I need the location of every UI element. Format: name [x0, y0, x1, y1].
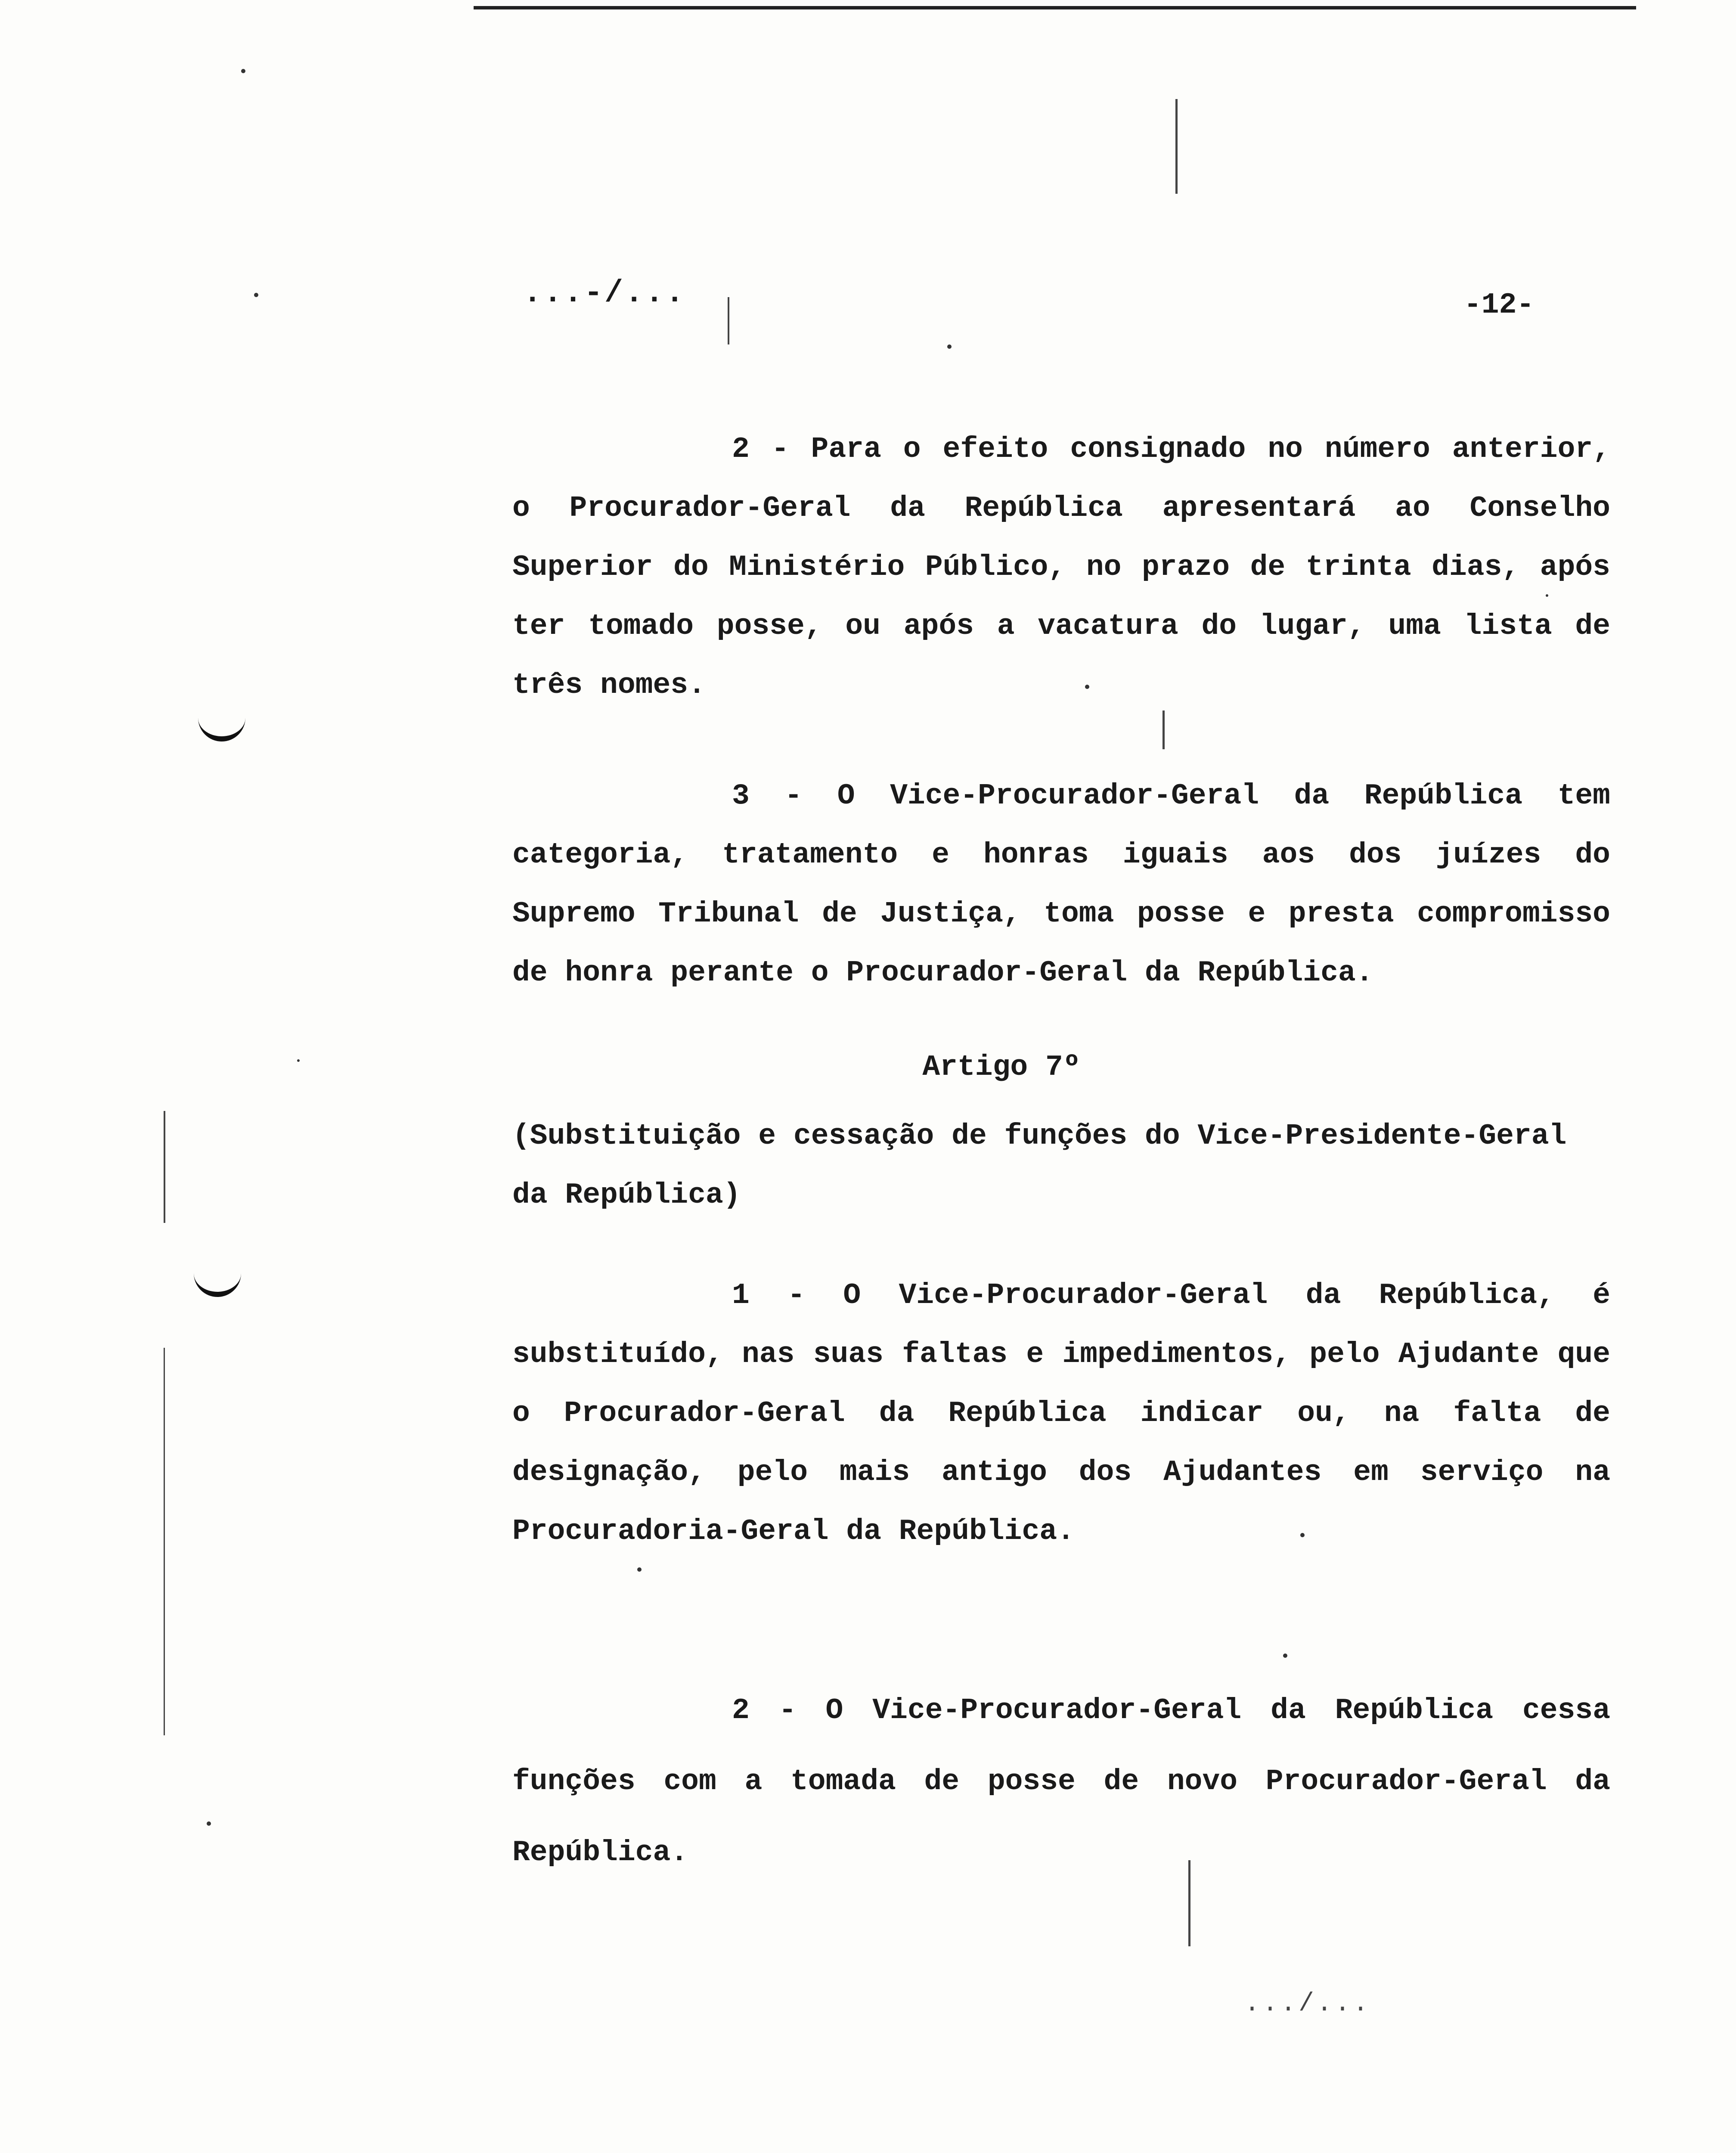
- scan-speck: [947, 344, 952, 349]
- continuation-mark-top: ...-/...: [523, 276, 686, 311]
- top-rule: [474, 6, 1636, 9]
- article-paragraph-2: 2 - O Vice-Procurador-Geral da República cessa funções com a tomada de posse de novo Procurador-Geral da República.: [512, 1694, 1610, 1869]
- scan-speck: [241, 69, 245, 73]
- scan-line: [164, 1348, 165, 1735]
- punch-hole-mark: [194, 1262, 241, 1297]
- article-subheading: (Substituição e cessação de funções do Vice-Presidente-Geral da República): [512, 1120, 1567, 1212]
- paragraph-3: 3 - O Vice-Procurador-Geral da República tem categoria, tratamento e honras iguais aos dos juízes do Supremo Tribunal de Justiça, toma posse e presta compromisso de honra perante o Procurador-Geral da República.: [512, 779, 1610, 990]
- scan-speck: [1300, 1533, 1305, 1537]
- scan-line: [164, 1111, 165, 1223]
- continuation-mark-bottom: .../...: [1244, 1989, 1371, 2019]
- page-number: -12-: [1464, 289, 1534, 322]
- scan-speck: [207, 1821, 211, 1826]
- scan-line: [1175, 99, 1178, 194]
- article-paragraph-1: 1 - O Vice-Procurador-Geral da República, é substituído, nas suas faltas e impedimentos, pelo Ajudante que o Procurador-Geral da República indicar ou, na falta de designação, pelo mais antigo dos Ajudantes em serviço na Procuradoria-Geral da República.: [512, 1279, 1610, 1548]
- article-heading: Artigo 7º: [922, 1051, 1081, 1084]
- scan-line: [1162, 710, 1165, 749]
- scan-line: [728, 297, 729, 344]
- punch-hole-mark: [198, 706, 245, 741]
- scan-speck: [297, 1059, 300, 1062]
- scan-speck: [637, 1567, 642, 1572]
- scan-speck: [1085, 685, 1089, 689]
- scan-line: [1188, 1860, 1190, 1946]
- scan-speck: [1283, 1654, 1287, 1658]
- scan-speck: [1546, 594, 1548, 597]
- paragraph-2: 2 - Para o efeito consignado no número anterior, o Procurador-Geral da República apresentará ao Conselho Superior do Ministério Público, no prazo de trinta dias, após ter tomado posse, ou após a vacatura do lugar, uma lista de três nomes.: [512, 433, 1610, 702]
- scan-speck: [254, 293, 258, 297]
